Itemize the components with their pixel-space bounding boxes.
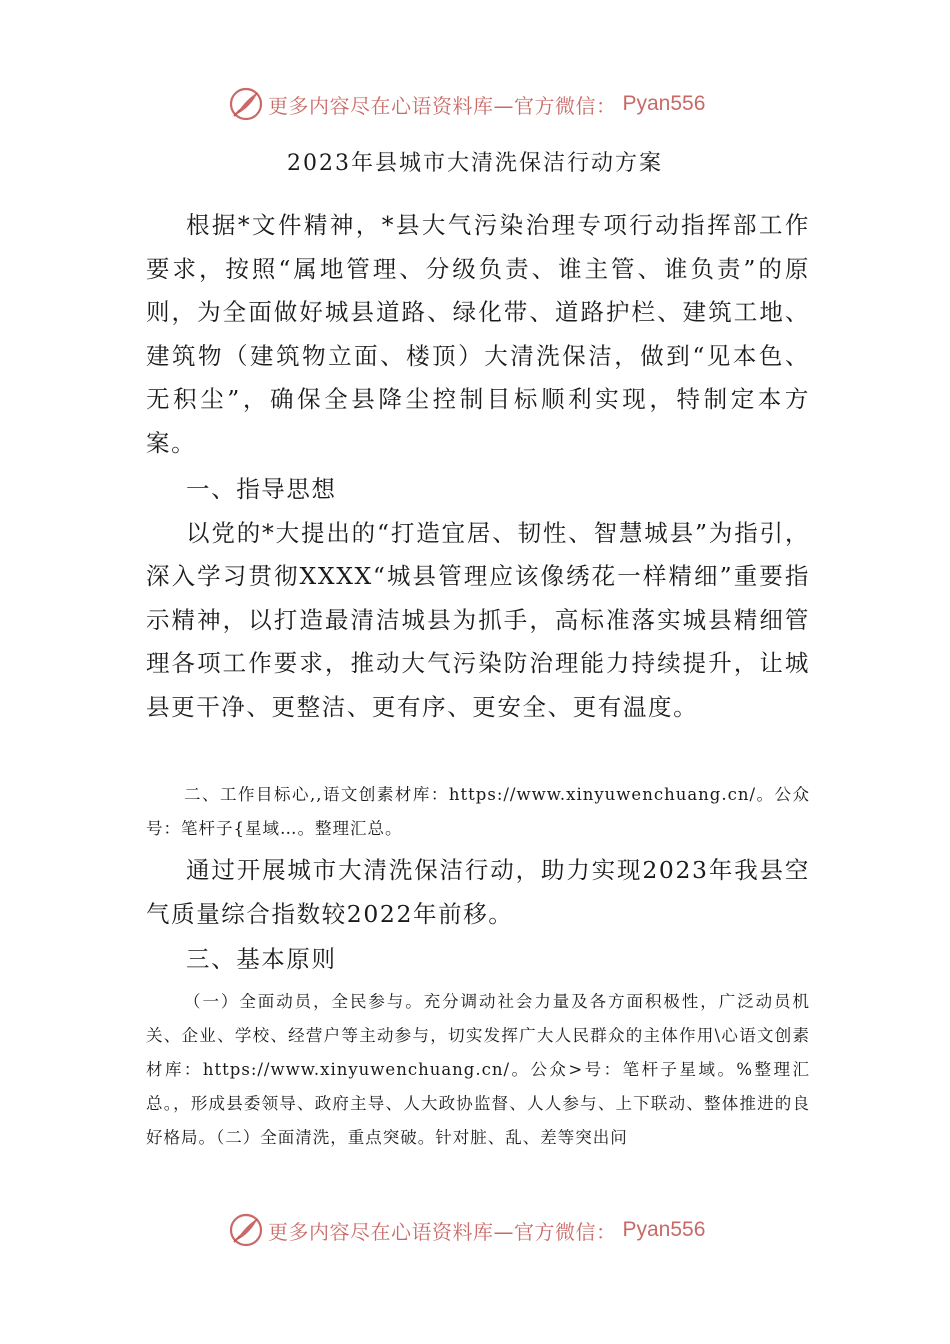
section3-paragraph: （一）全面动员，全民参与。充分调动社会力量及各方面积极性，广泛动员机关、企业、学校、经营户等主动参与，切实发挥广大人民群众的主体作用\心语文创素材库：https://www.xinyuwenchuang.cn/。公众>号：笔杆子星域。%整理汇总。，形成县委领导、政府主导、人大政协监督、人人参与、上下联动、整体推进的良好格局。（二）全面清洗，重点突破。针对脏、乱、差等突出问 <box>146 992 810 1147</box>
section2-heading: 二、工作目标心,,语文创素材库：https://www.xinyuwenchuang.cn/。公众号：笔杆子{星域…。整理汇总。 <box>146 785 810 838</box>
wechat-id: Pyan556 <box>622 92 706 115</box>
section1-paragraph: 以党的*大提出的“打造宜居、韧性、智慧城县”为指引，深入学习贯彻XXXX“城县管理应该像绣花一样精细”重要指示精神，以打造最清洁城县为抓手，高标准落实城县精细管理各项工作要求，推动大气污染防治理能力持续提升，让城县更干净、更整洁、更有序、更安全、更有温度。 <box>146 518 810 721</box>
section3-heading: 三、基本原则 <box>186 945 337 973</box>
document-title: 2023年县城市大清洗保洁行动方案 <box>287 151 663 176</box>
quill-pen-circle-icon <box>228 86 264 122</box>
body-block-5 <box>146 938 810 982</box>
wechat-id: Pyan556 <box>622 1218 706 1241</box>
watermark-text: 更多内容尽在心语资料库—官方微信： <box>268 93 617 118</box>
body-block-1 <box>146 204 810 465</box>
watermark-banner-top[interactable] <box>228 84 705 124</box>
body-block-4 <box>146 849 810 936</box>
section2-paragraph: 通过开展城市大清洗保洁行动，助力实现2023年我县空气质量综合指数较2022年前移。 <box>146 856 810 928</box>
intro-paragraph: 根据*文件精神，*县大气污染治理专项行动指挥部工作要求，按照“属地管理、分级负责、谁主管、谁负责”的原则，为全面做好城县道路、绿化带、道路护栏、建筑工地、建筑物（建筑物立面、楼顶）大清洗保洁，做到“见本色、无积尘”，确保全县降尘控制目标顺利实现，特制定本方案。 <box>146 211 810 457</box>
quill-pen-circle-icon <box>228 1212 264 1248</box>
body-block-3 <box>146 778 810 846</box>
body-block-2 <box>146 468 810 729</box>
body-block-6 <box>146 985 810 1155</box>
section1-heading: 一、指导思想 <box>186 475 337 503</box>
watermark-text: 更多内容尽在心语资料库—官方微信： <box>268 1219 617 1244</box>
watermark-banner-bottom[interactable] <box>228 1210 705 1250</box>
